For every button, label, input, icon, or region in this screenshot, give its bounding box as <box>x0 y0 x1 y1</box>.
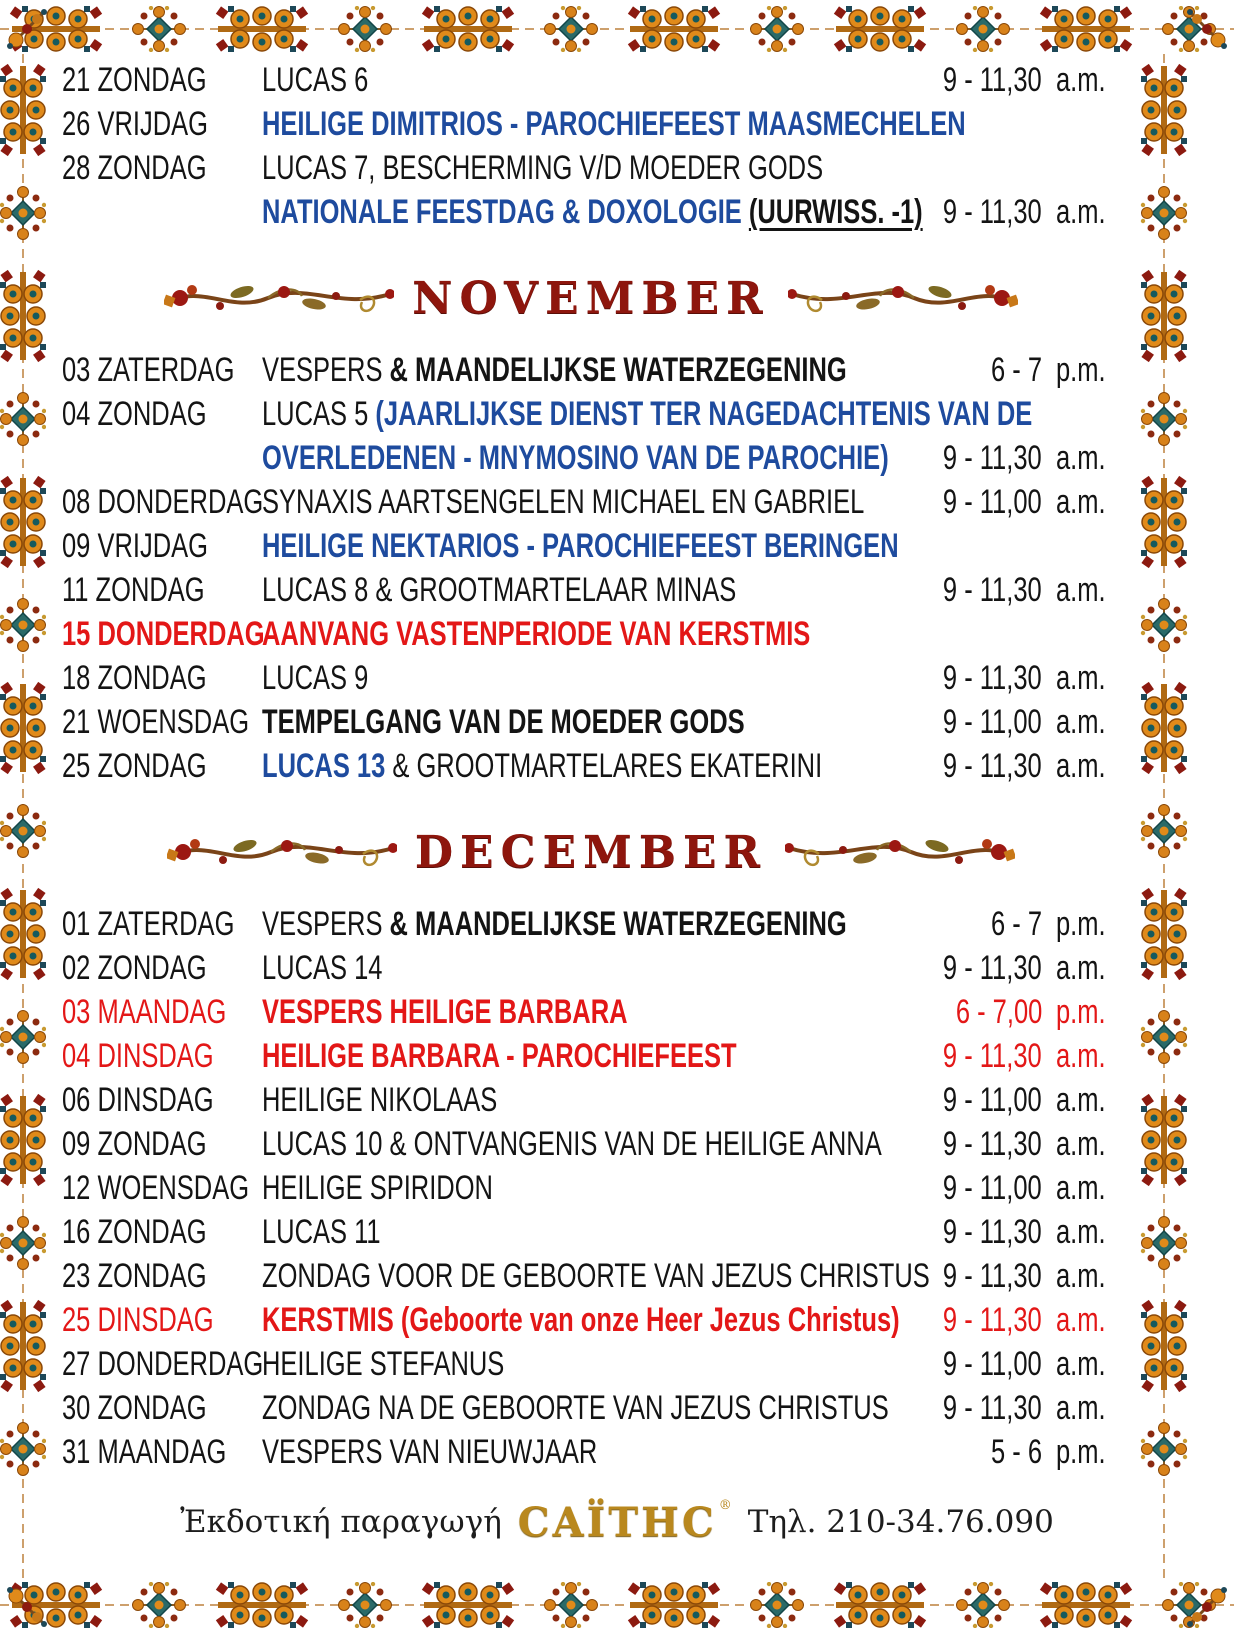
calendar-row <box>62 1254 1120 1298</box>
row-time: 9 - 11,30 <box>943 193 1042 231</box>
row-description: HEILIGE NEKTARIOS - PAROCHIEFEEST BERINGEN <box>262 527 899 565</box>
row-meridiem: a.m. <box>1056 571 1106 609</box>
row-description: HEILIGE SPIRIDON <box>262 1169 493 1207</box>
row-meridiem: a.m. <box>1056 1081 1106 1119</box>
row-date: 01 ZATERDAG <box>62 905 235 943</box>
row-description: VESPERS VAN NIEUWJAAR <box>262 1433 598 1471</box>
footer-credit-text: Ἐκδοτική παραγωγή <box>180 1504 502 1540</box>
calendar-row <box>62 392 1120 436</box>
row-time: 9 - 11,30 <box>943 439 1042 477</box>
row-meridiem: a.m. <box>1056 1345 1106 1383</box>
row-meridiem: a.m. <box>1056 659 1106 697</box>
row-description: LUCAS 6 <box>262 61 369 99</box>
footer-credit <box>0 1494 1234 1550</box>
row-description: HEILIGE DIMITRIOS - PAROCHIEFEEST MAASMECHELEN <box>262 105 966 143</box>
row-time <box>910 617 1042 651</box>
row-date: 06 DINSDAG <box>62 1081 214 1119</box>
row-time: 9 - 11,30 <box>943 747 1042 785</box>
calendar-row <box>62 190 1120 234</box>
month-header <box>62 806 1120 898</box>
row-description: ZONDAG VOOR DE GEBOORTE VAN JEZUS CHRISTUS <box>262 1257 930 1295</box>
row-meridiem <box>1056 151 1120 185</box>
row-time: 5 - 6 <box>990 1433 1042 1471</box>
row-meridiem: a.m. <box>1056 949 1106 987</box>
border-left <box>0 54 46 1578</box>
flourish-icon <box>167 820 397 884</box>
row-description: VESPERS & MAANDELIJKSE WATERZEGENING <box>262 905 847 943</box>
calendar-row <box>62 58 1120 102</box>
row-meridiem: a.m. <box>1056 193 1106 231</box>
row-meridiem: a.m. <box>1056 1257 1106 1295</box>
row-description: HEILIGE BARBARA - PAROCHIEFEEST <box>262 1037 737 1075</box>
row-time: 9 - 11,30 <box>943 1301 1042 1339</box>
row-time: 6 - 7 <box>990 351 1042 389</box>
month-title: NOVEMBER <box>412 272 770 324</box>
row-time: 9 - 11,00 <box>943 1169 1042 1207</box>
row-time: 9 - 11,30 <box>943 1037 1042 1075</box>
calendar-body <box>62 58 1120 1474</box>
row-date: 18 ZONDAG <box>62 659 207 697</box>
calendar-row <box>62 1210 1120 1254</box>
row-date: 23 ZONDAG <box>62 1257 207 1295</box>
row-time: 9 - 11,30 <box>943 571 1042 609</box>
calendar-row <box>62 1430 1120 1474</box>
row-description: VESPERS HEILIGE BARBARA <box>262 993 628 1031</box>
row-date: 02 ZONDAG <box>62 949 207 987</box>
month-header <box>62 252 1120 344</box>
row-date: 08 DONDERDAG <box>62 483 264 521</box>
border-top <box>0 6 1234 52</box>
row-time: 9 - 11,30 <box>943 659 1042 697</box>
flourish-icon <box>164 266 394 330</box>
row-description: NATIONALE FEESTDAG & DOXOLOGIE (UURWISS. -1) <box>262 193 923 231</box>
border-corner-br-icon <box>1184 1584 1230 1630</box>
row-time: 9 - 11,00 <box>943 483 1042 521</box>
row-time: 9 - 11,30 <box>943 1213 1042 1251</box>
row-meridiem: a.m. <box>1056 703 1106 741</box>
calendar-row <box>62 568 1120 612</box>
row-date: 25 ZONDAG <box>62 747 207 785</box>
row-date: 09 VRIJDAG <box>62 527 208 565</box>
row-description: LUCAS 7, BESCHERMING V/D MOEDER GODS <box>262 149 824 187</box>
calendar-row <box>62 524 1120 568</box>
border-right <box>1126 54 1202 1578</box>
row-date: 31 MAANDAG <box>62 1433 227 1471</box>
row-meridiem <box>1056 617 1120 651</box>
row-description: SYNAXIS AARTSENGELEN MICHAEL EN GABRIEL <box>262 483 865 521</box>
row-time: 9 - 11,00 <box>943 1081 1042 1119</box>
border-corner-bl-icon <box>4 1584 50 1630</box>
border-corner-tl-icon <box>4 6 50 52</box>
calendar-row <box>62 656 1120 700</box>
row-time: 9 - 11,00 <box>943 703 1042 741</box>
row-meridiem: p.m. <box>1056 905 1106 943</box>
row-date: 26 VRIJDAG <box>62 105 208 143</box>
calendar-row <box>62 348 1120 392</box>
row-time: 9 - 11,00 <box>943 1345 1042 1383</box>
row-date <box>62 195 262 229</box>
row-date: 09 ZONDAG <box>62 1125 207 1163</box>
calendar-row <box>62 1034 1120 1078</box>
row-date: 04 ZONDAG <box>62 395 207 433</box>
calendar-row <box>62 146 1120 190</box>
row-meridiem: a.m. <box>1056 747 1106 785</box>
calendar-row <box>62 946 1120 990</box>
month-title: DECEMBER <box>414 826 768 878</box>
row-description: LUCAS 14 <box>262 949 383 987</box>
row-description: LUCAS 5 (JAARLIJKSE DIENST TER NAGEDACHTENIS VAN DE <box>262 395 1033 433</box>
row-time: 6 - 7 <box>990 905 1042 943</box>
row-description: HEILIGE STEFANUS <box>262 1345 505 1383</box>
row-description: LUCAS 11 <box>262 1213 381 1251</box>
row-meridiem: a.m. <box>1056 483 1106 521</box>
row-time: 9 - 11,30 <box>943 949 1042 987</box>
row-time <box>910 529 1042 563</box>
row-description: OVERLEDENEN - MNYMOSINO VAN DE PAROCHIE) <box>262 439 889 477</box>
calendar-row <box>62 902 1120 946</box>
calendar-row <box>62 1122 1120 1166</box>
row-meridiem <box>1056 107 1120 141</box>
row-date: 11 ZONDAG <box>62 571 205 609</box>
calendar-row <box>62 1342 1120 1386</box>
row-date: 04 DINSDAG <box>62 1037 214 1075</box>
row-date: 16 ZONDAG <box>62 1213 207 1251</box>
row-description: LUCAS 10 & ONTVANGENIS VAN DE HEILIGE ANNA <box>262 1125 882 1163</box>
row-date <box>62 441 262 475</box>
row-description: AANVANG VASTENPERIODE VAN KERSTMIS <box>262 615 811 653</box>
row-description: VESPERS & MAANDELIJKSE WATERZEGENING <box>262 351 847 389</box>
row-time: 9 - 11,30 <box>943 1389 1042 1427</box>
calendar-row <box>62 436 1120 480</box>
footer-phone: Τηλ. 210-34.76.090 <box>747 1504 1054 1540</box>
flourish-icon <box>788 266 1018 330</box>
calendar-row <box>62 102 1120 146</box>
flourish-icon <box>785 820 1015 884</box>
calendar-row <box>62 480 1120 524</box>
row-time: 9 - 11,30 <box>943 61 1042 99</box>
row-date: 12 WOENSDAG <box>62 1169 250 1207</box>
row-meridiem <box>1056 529 1120 563</box>
row-date: 30 ZONDAG <box>62 1389 207 1427</box>
row-time: 9 - 11,30 <box>943 1257 1042 1295</box>
row-meridiem: p.m. <box>1056 1433 1106 1471</box>
calendar-row <box>62 1298 1120 1342</box>
calendar-row <box>62 990 1120 1034</box>
row-date: 03 ZATERDAG <box>62 351 235 389</box>
calendar-row <box>62 1386 1120 1430</box>
row-meridiem: a.m. <box>1056 1301 1106 1339</box>
row-description: LUCAS 13 & GROOTMARTELARES EKATERINI <box>262 747 823 785</box>
row-time: 9 - 11,30 <box>943 1125 1042 1163</box>
row-date: 03 MAANDAG <box>62 993 227 1031</box>
calendar-row <box>62 1166 1120 1210</box>
row-description: KERSTMIS (Geboorte van onze Heer Jezus Christus) <box>262 1301 900 1339</box>
row-meridiem: a.m. <box>1056 439 1106 477</box>
row-date: 28 ZONDAG <box>62 149 207 187</box>
publisher-logo: CΑΪΤΗC <box>517 1498 717 1546</box>
row-meridiem: a.m. <box>1056 1213 1106 1251</box>
row-meridiem: a.m. <box>1056 1125 1106 1163</box>
border-corner-tr-icon <box>1184 6 1230 52</box>
row-date: 27 DONDERDAG <box>62 1345 264 1383</box>
row-description: LUCAS 9 <box>262 659 369 697</box>
row-date: 21 ZONDAG <box>62 61 207 99</box>
row-time: 6 - 7,00 <box>955 993 1042 1031</box>
calendar-row <box>62 1078 1120 1122</box>
row-time <box>910 151 1042 185</box>
row-description: HEILIGE NIKOLAAS <box>262 1081 498 1119</box>
row-date: 25 DINSDAG <box>62 1301 214 1339</box>
row-meridiem: p.m. <box>1056 351 1106 389</box>
calendar-row <box>62 700 1120 744</box>
row-meridiem: a.m. <box>1056 1169 1106 1207</box>
row-date: 21 WOENSDAG <box>62 703 250 741</box>
calendar-row <box>62 612 1120 656</box>
calendar-row <box>62 744 1120 788</box>
row-meridiem <box>1056 397 1120 431</box>
row-description: LUCAS 8 & GROOTMARTELAAR MINAS <box>262 571 737 609</box>
row-description: ZONDAG NA DE GEBOORTE VAN JEZUS CHRISTUS <box>262 1389 889 1427</box>
row-meridiem: a.m. <box>1056 61 1106 99</box>
row-meridiem: a.m. <box>1056 1037 1106 1075</box>
row-meridiem: a.m. <box>1056 1389 1106 1427</box>
row-date: 15 DONDERDAG <box>62 615 265 653</box>
border-bottom <box>0 1582 1234 1628</box>
row-meridiem: p.m. <box>1056 993 1106 1031</box>
row-description: TEMPELGANG VAN DE MOEDER GODS <box>262 703 745 741</box>
registered-mark-icon: ® <box>718 1498 732 1513</box>
